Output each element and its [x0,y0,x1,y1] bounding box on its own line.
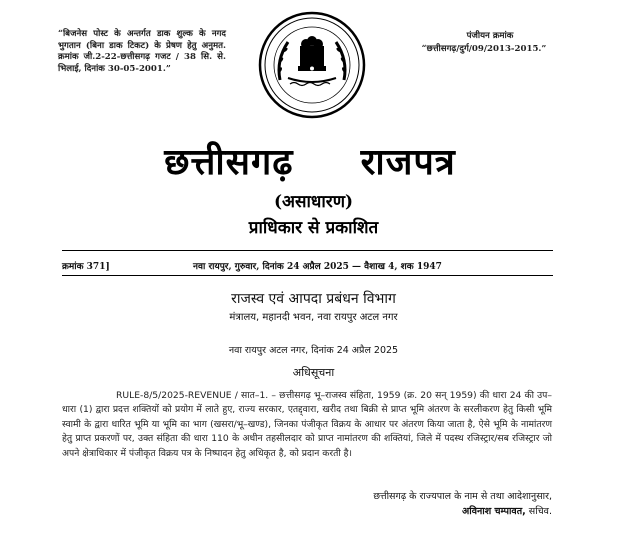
notification-body: RULE-8/5/2025-REVENUE / सात–1. – छत्तीसगढ़ भू–राजस्व संहिता, 1959 (क्र. 20 सन् 1959) की धारा 24 की उप–धारा (1) द्वारा प्रदत्त शक्तियों को प्रयोग में लाते हुए, राज्य सरकार, एतद्द्वारा, खरीद तथा बिक्री से प्राप्त भूमि अंतरण के सरलीकरण हेतु किसी भूमि स्वामी के द्वारा धारित भूमि या भूमि का भाग (खसरा/भू–खण्ड), जिनका पंजीकृत विक्रय के आधार पर अंतरण किया जाता है, ऐसे भूमि के नामांतरण हेतु प्राप्त प्रकरणों पर, उक्त संहिता की धारा 110 के अधीन तहसीलदार को प्राप्त नामांतरण की शक्तियां, जिले में पदस्थ रजिस्ट्रार/सब रजिस्ट्रार जो अपने क्षेत्राधिकार में पंजीकृत विक्रय पत्र के निष्पादन हेतु अधिकृत है, को प्रदान करती है। [62,390,552,459]
state-emblem [258,10,366,120]
published-by-authority: प्राधिकार से प्रकाशित [248,218,379,238]
gazette-title [60,136,560,185]
registration-number-label: पंजीयन क्रमांक [466,31,514,41]
postal-permit-note: “बिजनेस पोस्ट के अन्तर्गत डाक शुल्क के नगद भुगतान (बिना डाक टिकट) के प्रेषण हेतु अनुमत. क्रमांक जी.2-22-छत्तीसगढ़ गजट / 38 सि. से. भिलाई, दिनांक 30-05-2001.” [58,29,226,74]
signoff-line: छत्तीसगढ़ के राज्यपाल के नाम से तथा आदेशानुसार, [373,491,552,502]
issue-dateline: नवा रायपुर, गुरुवार, दिनांक 24 अप्रैल 2025 — वैशाख 4, शक 1947 [193,262,442,272]
top-rule [62,250,553,251]
extraordinary-subtitle: (असाधारण) [273,192,354,212]
issue-number: क्रमांक 371] [62,262,110,272]
gazette-title-right: राजपत्र [360,141,456,183]
notification-heading: अधिसूचना [292,366,335,379]
department-address: मंत्रालय, महानदी भवन, नवा रायपुर अटल नगर [229,312,398,323]
signatory [300,504,552,517]
gazette-title-left: छत्तीसगढ़ [164,141,294,183]
notice-date: नवा रायपुर अटल नगर, दिनांक 24 अप्रैल 2025 [228,345,399,356]
bottom-rule [62,275,553,276]
department-name: राजस्व एवं आपदा प्रबंधन विभाग [231,291,396,307]
signatory-title: सचिव. [525,506,552,517]
registration-number-value: “छत्तीसगढ़/दुर्ग/09/2013-2015.” [421,44,547,54]
state-emblem-seal-icon [258,10,366,120]
signatory-name: अविनाश चम्पावत, [462,506,526,517]
